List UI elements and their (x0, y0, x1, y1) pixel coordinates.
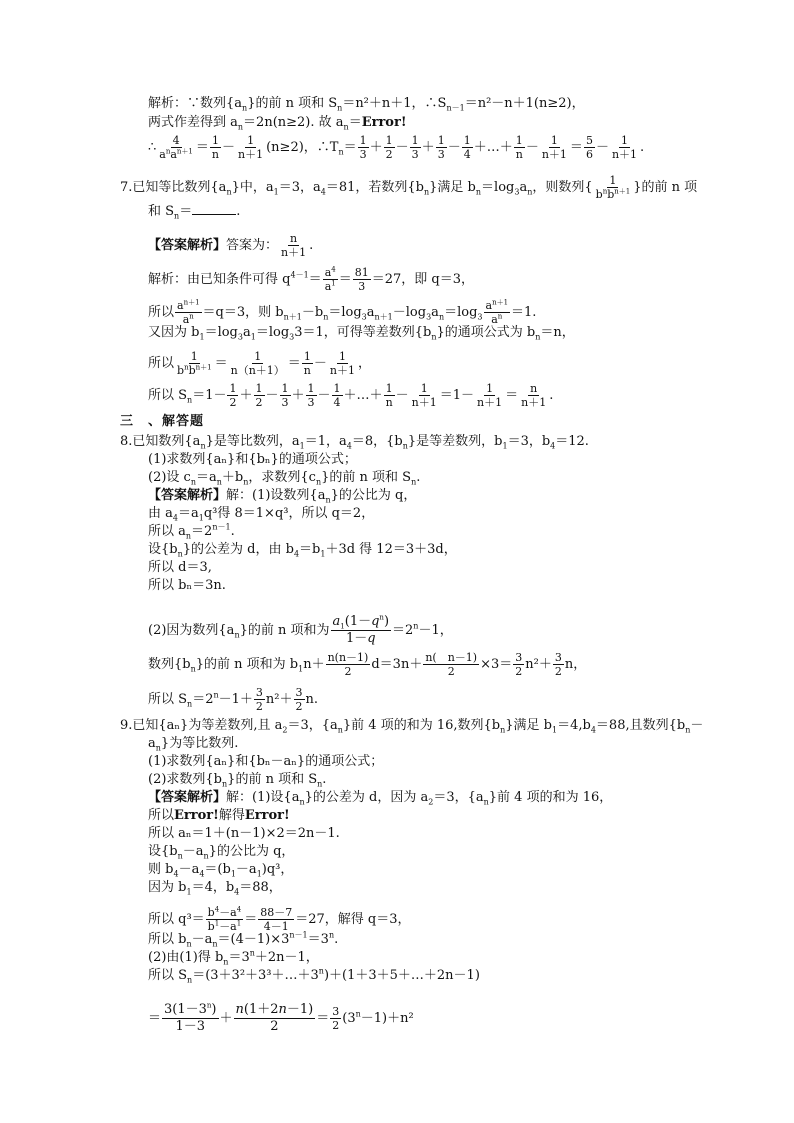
p9-answer-label: 【答案解析】 (148, 790, 227, 805)
p8-answer-line-4: 设$\{b_n\}$的公差为 d，由 $b_4=b_1+3d$ 得 12＝3＋3d， (148, 542, 457, 559)
p9-answer-line-1: 【答案解析】解：(1)设$\{a_n\}$的公差为 d，因为 $a_2=3$，$\{a_n\}$前 4 项的和为 16， (148, 790, 613, 807)
p6-line-2: 两式作差得到 $a_n=2n(n\ge 2)$. 故 $a_n=Error$! (148, 115, 407, 132)
p7-sol-line-4: 所以 $\frac{1}{b^nb^{n+1}}$ ＝ $\frac{1}{n(n+1)}$ ＝ $\frac{1}{n}$ － $\frac{1}{n+1}$ ， (148, 350, 372, 377)
p8-subq-2: (2)设 $c_n=a_n+b_n$，求数列$\{c_n\}$的前 n 项和 $S_n$. (148, 470, 421, 487)
p9-answer-line-5: 则 $b_4-a_4=(b_1-a_1)q^3$， (148, 862, 294, 879)
p7-sol-line-2: 所以 $\frac{a^{n+1}}{a^n}$ ＝q＝3，则 $b_{n+1}-b_n=\log_3a_{n+1}-\log_3a_n=\log_3$ $\frac{a^{n+1}}{a^n}$ ＝1. (148, 298, 537, 326)
p9-answer-line-6: 因为 $b_1=4$，$b_4=88$， (148, 880, 282, 897)
p9-question-label: 9.已知{aₙ}为等差数列 (120, 718, 254, 733)
p9-answer-line-9: (2)由(1)得 $b_n=3^n+2n-1$， (148, 948, 319, 967)
p9-answer-line-7: 所以 q³＝ $\frac{b^4-a^4}{b^1-a^1}$ ＝ $\frac{88-7}{4-1}$ ＝27，解得 q＝3， (148, 905, 411, 933)
p9-subq-1: (1)求数列{aₙ}和{bₙ－aₙ}的通项公式； (148, 754, 384, 769)
answer-blank (192, 203, 236, 215)
p7-question-label: 7.已知等比数列 (120, 180, 211, 195)
p7-question-line-1: 7.已知等比数列$\{a_n\}$中，$a_1=3$，$a_4=81$，若数列$\{b_n\}$满足 $b_n=\log_3a_n$，则数列{ $\frac{1}{b^nb^{n+1}}$ }的前 n 项 (120, 174, 698, 201)
p8-answer-line-2: 由 $a_4=a_1q^3$得 8＝1×q³，所以 q＝2， (148, 506, 375, 523)
p8-answer-line-9: 所以 $S_n=2^n-1+$ $\frac{3}{2}$ n²＋ $\frac{3}{2}$ n. (148, 686, 319, 713)
p7-sol-line-3: 又因为 $b_1=\log_3a_1=\log_33=1$，可得等差数列$\{b_n\}$的通项公式为 $b_n=n$， (148, 325, 575, 342)
p9-answer-line-11: ＝ $\frac{3(1-3^n)}{1-3}$ ＋ $\frac{n(1+2n-1)}{2}$ ＝ $\frac{3}{2}$ $(3^n-1)+n^2$ (148, 1001, 414, 1034)
p9-answer-line-4: 设$\{b_n-a_n\}$的公比为 q， (148, 844, 295, 861)
p9-answer-line-8: 所以 $b_n-a_n=(4-1)\times 3^{n-1}=3^n$. (148, 930, 339, 949)
p9-answer-line-2: 所以Error!解得Error! (148, 808, 290, 823)
p7-answer-line: 【答案解析】答案为： $\frac{n}{n+1}$ . (148, 232, 314, 259)
p9-subq-2: (2)求数列$\{b_n\}$的前 n 项和 $S_n$. (148, 772, 327, 789)
p9-question-line-2: $a_n$}为等比数列. (148, 736, 239, 753)
p6-line-3: ∴ $\frac{4}{a^na^{n+1}}$ ＝ $\frac{1}{n}$ － $\frac{1}{n+1}$ (n≥2)，$\therefore T_n=$ $\frac{1}{3}$ ＋ $\frac{1}{2}$ － $\frac{1}{3}$ ＋ $\frac{1}{3}$ － $\frac{1}{4}$ ＋…＋ $\frac{1}{n}$ － $\frac{1}{n+1}$ ＝ $\frac{5}{6}$ － $\frac{1}{n+1}$ . (148, 134, 645, 161)
p8-question-line: 8.已知数列$\{a_n\}$是等比数列，$a_1=1$，$a_4=8$，$\{b_n\}$是等差数列，$b_1=3$，$b_4=12$. (120, 434, 589, 451)
p8-answer-line-7: (2)因为数列$\{a_n\}$的前 n 项和为 $\frac{a_1(1-q^n)}{1-q}$ $=2^n-1$， (148, 613, 453, 646)
p8-subq-1: (1)求数列{aₙ}和{bₙ}的通项公式； (148, 452, 357, 467)
p6-line-1: 解析：∵数列$\{a_n\}$的前 n 项和 $S_n=n^2+n+1$，$\therefore S_{n-1}=n^2-n+1(n\ge 2)$， (148, 96, 585, 113)
p8-answer-line-5: 所以 d＝3, (148, 560, 212, 575)
p7-solution-label: 解析： (148, 272, 188, 287)
section-heading: 三 、解答题 (120, 414, 205, 429)
p7-sol-line-5: 所以 $S_n=1-$ $\frac{1}{2}$ ＋ $\frac{1}{2}$ － $\frac{1}{3}$ ＋ $\frac{1}{3}$ － $\frac{1}{4}$ ＋…＋ $\frac{1}{n}$ － $\frac{1}{n+1}$ ＝1－ $\frac{1}{n+1}$ ＝ $\frac{n}{n+1}$ . (148, 382, 554, 409)
p6-solution-label: 解析： (148, 96, 188, 111)
p8-answer-line-1: 【答案解析】解：(1)设数列$\{a_n\}$的公比为 q， (148, 488, 417, 505)
p7-answer-text: 答案为： (226, 238, 279, 253)
p8-question-label: 8.已知数列 (120, 434, 185, 449)
p7-answer-label: 【答案解析】 (148, 238, 227, 253)
p9-answer-line-3: 所以 aₙ＝1＋(n－1)×2＝2n－1. (148, 826, 340, 841)
p8-answer-label: 【答案解析】 (148, 488, 227, 503)
p9-question-line-1: 9.已知{aₙ}为等差数列,且 $a_2=3$，$\{a_n\}$前 4 项的和为 16,数列$\{b_n\}$满足 $b_1=4,b_4=88$,且数列{$b_n-$ (120, 718, 704, 735)
p9-answer-line-10: 所以 $S_n=(3+3^2+3^3+\dots+3^n)+(1+3+5+\dots+2n-1)$ (148, 966, 480, 985)
p7-question-line-2: 和 $S_n=$ . (148, 204, 241, 221)
p8-answer-line-6: 所以 bₙ＝3n. (148, 578, 226, 593)
p8-answer-line-8: 数列$\{b_n\}$的前 n 项和为 $b_1n+$ $\frac{n(n-1)}{2}$ d＝3n＋ $\frac{n( n-1)}{2}$ ×3＝ $\frac{3}{2}$ n²＋ $\frac{3}{2}$ n， (148, 651, 587, 678)
p7-sol-line-1: 解析：由已知条件可得 $q^{4-1}=$ $\frac{a^4}{a^1}$ ＝ $\frac{81}{3}$ ＝27，即 q＝3， (148, 265, 475, 293)
p8-answer-line-3: 所以 $a_n=2^{n-1}$. (148, 522, 235, 541)
